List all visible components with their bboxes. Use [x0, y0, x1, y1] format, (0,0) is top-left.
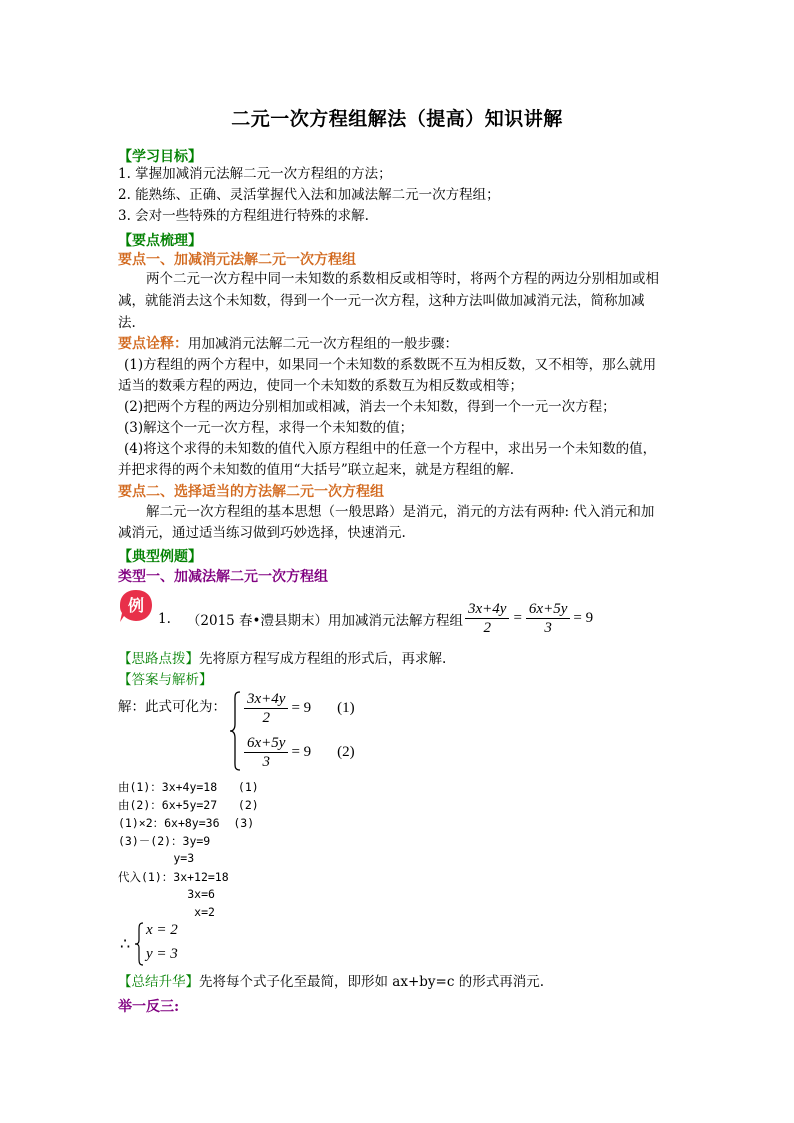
system-eq-1: [244, 690, 355, 727]
sys1-tag: (1): [337, 700, 355, 716]
work-line-6: 代入(1)：3x+12=18: [118, 870, 229, 884]
goals-heading: 【学习目标】: [118, 149, 202, 165]
explain-label: 要点诠释：: [118, 336, 188, 352]
sys2-numerator: 6x+5y: [244, 734, 288, 753]
solution-prefix: 解：此式可化为：: [118, 699, 226, 715]
hint-line: [118, 649, 446, 670]
system-eq-2: [244, 734, 355, 771]
point1-title: 要点一、加减消元法解二元一次方程组: [118, 252, 356, 268]
sys1-numerator: 3x+4y: [244, 690, 288, 709]
q-frac1-denominator: 2: [483, 620, 491, 636]
point2-title: 要点二、选择适当的方法解二元一次方程组: [118, 484, 384, 500]
point1-line-3: 法.: [118, 315, 136, 331]
sys1-denominator: 2: [262, 710, 270, 726]
sys1-rhs: = 9: [291, 700, 312, 716]
work-line-1: 由(1)：3x+4y=18 (1): [118, 780, 259, 794]
step-2: (2)把两个方程的两边分别相加或相减，消去一个未知数，得到一个一元一次方程；: [124, 399, 616, 415]
point2-line-2: 减消元，通过适当练习做到巧妙选择，快速消元.: [118, 525, 406, 541]
summary-label: 【总结升华】: [118, 974, 199, 990]
type1-title: 类型一、加减法解二元一次方程组: [118, 569, 328, 585]
q-frac2-numerator: 6x+5y: [526, 600, 570, 619]
q-frac2-denominator: 3: [544, 620, 552, 636]
work-line-8: x=2: [118, 905, 215, 919]
example-badge-text: 例: [127, 596, 145, 615]
question-fraction-1: [465, 600, 509, 637]
step-1-line-1: (1)方程组的两个方程中，如果同一个未知数的系数既不互为相反数，又不相等，那么就用: [124, 357, 657, 373]
answer-brace-icon: [134, 922, 144, 966]
summary-line: [118, 972, 544, 993]
hint-text: 先将原方程写成方程组的形式后，再求解.: [199, 651, 447, 667]
hint-label: 【思路点拨】: [118, 651, 199, 667]
point2-line-1: 解二元一次方程组的基本思想（一般思路）是消元，消元的方法有两种: 代入消元和加: [146, 504, 655, 520]
sys2-tag: (2): [337, 744, 355, 760]
work-line-3: (1)×2：6x+8y=36 (3): [118, 816, 255, 830]
q-frac1-numerator: 3x+4y: [465, 600, 509, 619]
answer-x: x = 2: [146, 922, 178, 938]
sys2-denominator: 3: [262, 754, 270, 770]
system-brace-icon: [228, 690, 242, 772]
work-line-2: 由(2)：6x+5y=27 (2): [118, 798, 259, 812]
examples-heading: 【典型例题】: [118, 549, 202, 565]
step-4-line-1: (4)将这个求得的未知数的值代入原方程组中的任意一个方程中，求出另一个未知数的值，: [124, 441, 657, 457]
goal-item-1: 1. 掌握加减消元法解二元一次方程组的方法；: [118, 166, 392, 182]
point1-line-2: 减，就能消去这个未知数，得到一个一元一次方程，这种方法叫做加减消元法，简称加减: [118, 293, 645, 309]
sys1-fraction: [244, 690, 288, 727]
work-line-4: (3)－(2)：3y=9: [118, 834, 211, 848]
page-title: 二元一次方程组解法（提高）知识讲解: [231, 108, 563, 130]
step-4-line-2: 并把求得的两个未知数的值用“大括号”联立起来，就是方程组的解.: [118, 462, 515, 478]
q-equals: =: [513, 610, 522, 626]
question-fraction-2: [526, 600, 570, 637]
question-line: [158, 600, 593, 637]
point1-line-1: 两个二元一次方程中同一未知数的系数相反或相等时，将两个方程的两边分别相加或相: [146, 271, 659, 287]
answer-label: 【答案与解析】: [118, 672, 213, 688]
answer-y: y = 3: [146, 946, 178, 962]
more-practice-label: 举一反三:: [118, 999, 180, 1015]
sys2-rhs: = 9: [291, 744, 312, 760]
work-line-7: 3x=6: [118, 887, 215, 901]
review-heading: 【要点梳理】: [118, 233, 202, 249]
example-badge-icon: [118, 588, 154, 624]
explain-line: [118, 334, 458, 355]
explain-text: 用加减消元法解二元一次方程组的一般步骤：: [188, 336, 458, 352]
q-tail: = 9: [573, 610, 594, 626]
step-1-line-2: 适当的数乘方程的两边，使同一个未知数的系数互为相反数或相等；: [118, 378, 523, 394]
question-text: （2015 春•澧县期末）用加减消元法解方程组: [186, 612, 464, 629]
step-3: (3)解这个一元一次方程，求得一个未知数的值；: [124, 420, 414, 436]
goal-item-2: 2. 能熟练、正确、灵活掌握代入法和加减法解二元一次方程组；: [118, 187, 500, 203]
sys2-fraction: [244, 734, 288, 771]
summary-text: 先将每个式子化至最简，即形如 ax+by=c 的形式再消元.: [199, 974, 544, 990]
goal-item-3: 3. 会对一些特殊的方程组进行特殊的求解.: [118, 208, 369, 224]
therefore-symbol: ∴: [120, 936, 131, 953]
question-number: 1.: [158, 610, 171, 627]
work-line-5: y=3: [118, 851, 195, 865]
